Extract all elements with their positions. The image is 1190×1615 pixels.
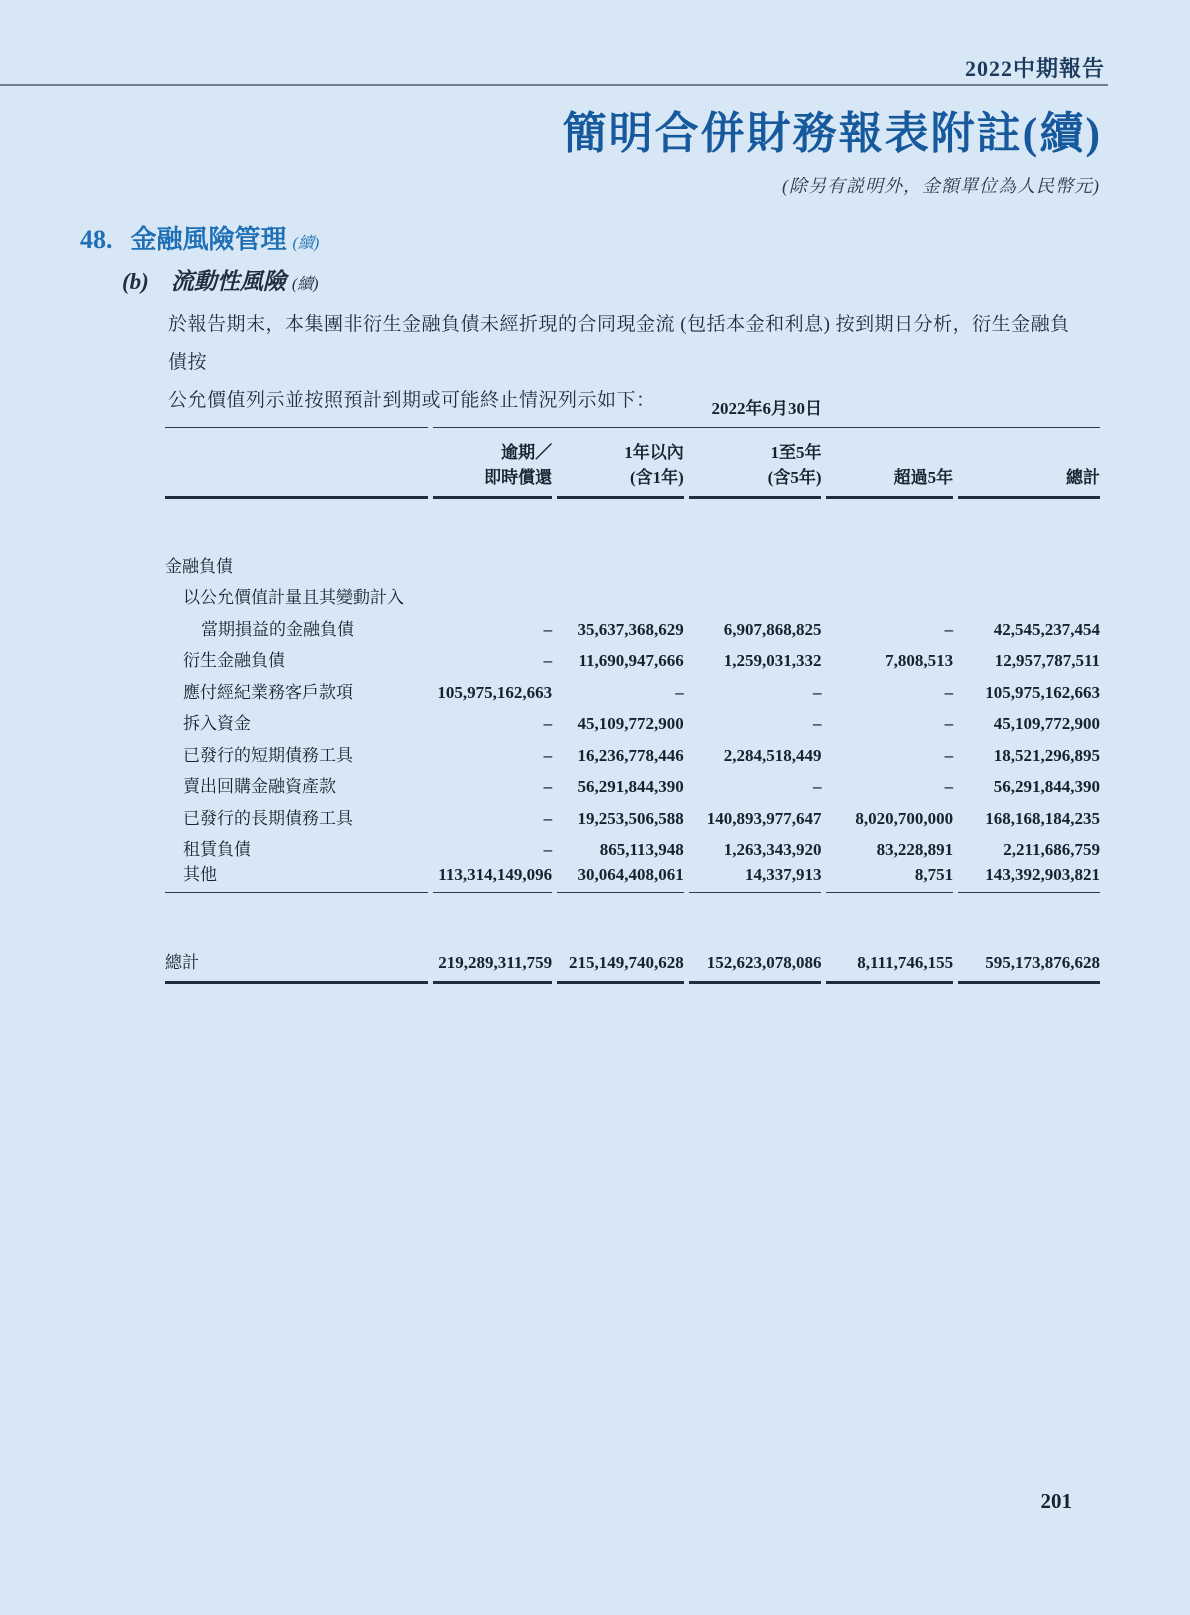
cell-1to5yr: 1,259,031,332 (723, 651, 822, 670)
header-divider (0, 84, 1108, 86)
row-label: 衍生金融負債 (183, 651, 285, 670)
empty-header-cell (165, 463, 428, 499)
cell-1to5yr: – (812, 682, 822, 702)
cell-total (958, 577, 1100, 609)
row-label: 總計 (165, 940, 428, 984)
section-continued-note: (續) (292, 235, 320, 252)
col-header-1to5yr-l1: 1至5年 (770, 443, 822, 462)
cell-total: 105,975,162,663 (985, 682, 1100, 702)
paragraph-line: 於報告期末，本集團非衍生金融負債未經折現的合同現金流 (包括本金和利息) 按到期日分析，衍生金融負債按 (168, 314, 1070, 373)
table-row (165, 608, 1100, 640)
table-row (165, 797, 1100, 829)
column-header-row-2 (165, 463, 1100, 499)
table-spacer (165, 893, 1100, 940)
table-row (165, 577, 1100, 609)
cell-total: 45,109,772,900 (993, 714, 1100, 733)
row-label: 拆入資金 (183, 714, 251, 733)
row-label: 租賃負債 (183, 840, 251, 859)
cell-over5yr: 8,751 (826, 860, 953, 893)
total-row (165, 940, 1100, 984)
cell-over5yr: – (944, 682, 954, 702)
table-row (165, 734, 1100, 766)
table-row (165, 671, 1100, 703)
subsection-continued-note: (續) (291, 276, 319, 293)
cell-within1yr: 11,690,947,666 (578, 651, 684, 670)
page-number: 201 (1040, 1489, 1072, 1513)
table-row (165, 640, 1100, 672)
cell-1to5yr: 1,263,343,920 (723, 840, 822, 859)
cell-overdue: – (543, 777, 553, 796)
cell-overdue: 105,975,162,663 (437, 682, 553, 702)
cell-within1yr: 16,236,778,446 (577, 745, 684, 765)
row-label: 賣出回購金融資產款 (183, 777, 336, 796)
cell-over5yr: – (944, 777, 954, 796)
cell-total: 2,211,686,759 (1003, 840, 1100, 859)
cell-overdue: 219,289,311,759 (433, 940, 552, 984)
cell-1to5yr: 2,284,518,449 (723, 745, 822, 765)
cell-1to5yr: – (812, 777, 822, 796)
column-header-row-1 (165, 428, 1100, 463)
maturity-analysis-table (160, 392, 1110, 984)
row-label: 金融負債 (165, 556, 233, 576)
cell-total: 595,173,876,628 (958, 940, 1100, 984)
cell-within1yr: 30,064,408,061 (557, 860, 684, 893)
col-header-total-l1 (958, 428, 1100, 463)
col-header-within1yr-l1: 1年以內 (624, 443, 684, 462)
cell-1to5yr: – (812, 714, 822, 733)
cell-within1yr: 215,149,740,628 (557, 940, 684, 984)
cell-1to5yr: 152,623,078,086 (689, 940, 822, 984)
col-header-over5yr-l2: 超過5年 (826, 463, 953, 499)
cell-total: 56,291,844,390 (993, 777, 1100, 796)
cell-total: 143,392,903,821 (958, 860, 1100, 893)
section-number: 48. (80, 225, 113, 254)
cell-over5yr: – (944, 745, 954, 765)
subsection-heading-b (122, 263, 319, 296)
section-title: 金融風險管理 (130, 225, 287, 254)
cell-total: 42,545,237,454 (993, 619, 1100, 639)
cell-over5yr: – (944, 619, 954, 639)
cell-1to5yr (689, 577, 822, 609)
cell-overdue: – (543, 651, 553, 670)
col-header-over5yr-l1 (826, 428, 953, 463)
cell-overdue: 113,314,149,096 (433, 860, 552, 893)
cell-over5yr: – (944, 714, 954, 733)
page-title: 簡明合併財務報表附註(續) (562, 109, 1102, 158)
cell-1to5yr: 6,907,868,825 (723, 619, 822, 639)
section-heading-48 (80, 219, 319, 256)
cell-overdue (433, 577, 552, 609)
cell-overdue: – (543, 840, 553, 859)
table-date-header-row (165, 392, 1100, 428)
subsection-label: (b) (122, 269, 149, 294)
cell-within1yr: 865,113,948 (599, 840, 684, 859)
cell-within1yr: 56,291,844,390 (577, 777, 684, 796)
cell-1to5yr: 140,893,977,647 (706, 808, 822, 828)
report-edition-label: 2022中期報告 (964, 56, 1105, 81)
row-label: 應付經紀業務客戶款項 (183, 682, 353, 702)
currency-note: (除另有説明外，金額單位為人民幣元) (782, 176, 1100, 196)
col-header-within1yr-l2: (含1年) (557, 463, 684, 499)
table-spacer (165, 499, 1100, 545)
row-label: 已發行的長期債務工具 (183, 808, 353, 828)
cell-within1yr: – (675, 682, 684, 702)
col-header-overdue-l1: 逾期／ (501, 443, 553, 462)
cell-within1yr: 45,109,772,900 (577, 714, 684, 733)
cell-total: 168,168,184,235 (985, 808, 1100, 828)
cell-over5yr: 8,020,700,000 (855, 808, 954, 828)
cell-overdue: – (543, 745, 553, 765)
table-row (165, 766, 1100, 798)
table-row (165, 703, 1100, 735)
table-row (165, 860, 1100, 893)
cell-over5yr (826, 577, 953, 609)
cell-over5yr: 7,808,513 (885, 651, 954, 670)
cell-overdue: – (543, 714, 553, 733)
cell-over5yr: 8,111,746,155 (826, 940, 953, 984)
cell-within1yr: 19,253,506,588 (577, 808, 684, 828)
cell-1to5yr: 14,337,913 (689, 860, 822, 893)
group-header-row (165, 545, 1100, 577)
col-header-1to5yr-l2: (含5年) (689, 463, 822, 499)
col-header-total-l2: 總計 (958, 463, 1100, 499)
cell-within1yr (557, 577, 684, 609)
row-label: 已發行的短期債務工具 (183, 745, 353, 765)
cell-overdue: – (543, 808, 553, 828)
cell-overdue: – (543, 619, 553, 639)
row-label: 以公允價值計量且其變動計入 (183, 588, 404, 607)
cell-total: 18,521,296,895 (993, 745, 1100, 765)
row-label: 其他 (165, 860, 428, 893)
cell-within1yr: 35,637,368,629 (577, 619, 684, 639)
table-row (165, 829, 1100, 861)
col-header-overdue-l2: 即時償還 (433, 463, 552, 499)
empty-header-cell (165, 428, 428, 463)
cell-total: 12,957,787,511 (994, 651, 1100, 670)
paragraph-line: 公允價值列示並按照預計到期或可能終止情況列示如下： (168, 390, 656, 411)
row-label: 當期損益的金融負債 (201, 619, 354, 639)
cell-over5yr: 83,228,891 (876, 840, 954, 859)
subsection-title: 流動性風險 (170, 269, 286, 294)
date-header: 2022年6月30日 (433, 392, 1100, 428)
empty-corner-cell (165, 392, 428, 428)
